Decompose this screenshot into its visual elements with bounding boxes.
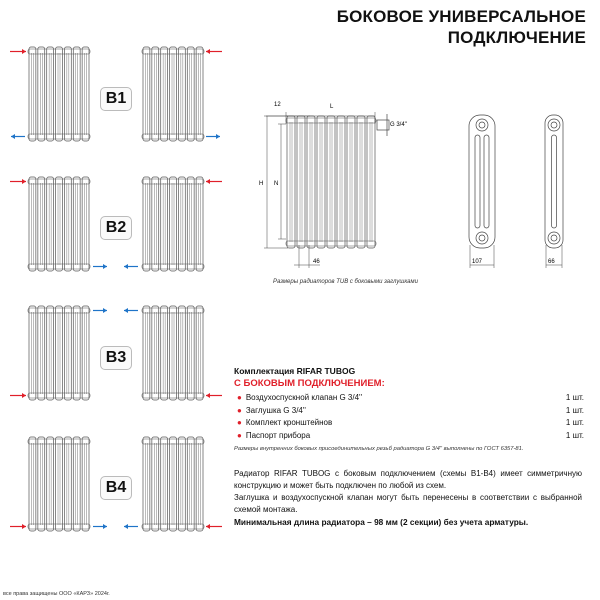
flow-arrow-icon [93,524,107,529]
radiator-icon [142,177,204,271]
dim-h: H [259,181,264,187]
bullet-icon: ● [237,418,242,427]
flow-arrow-icon [10,49,26,54]
kit-note: Размеры внутренних боковых присоединительных резьб радиатора G 3/4'' выполнены по ГОСТ 6357-81. [234,446,524,452]
description: Радиатор RIFAR TUBOG с боковым подключением (схемы В1-В4) имеет симметричную конструкцию и может быть подключен по любой из схем. Заглушка и воздухоспускной клапан могут быть перенесены в соответствии с выбранной схемой монтажа. Минимальная длина радиатора – 98 мм (2 секции) без учета арматуры. [234,469,582,527]
dim-46: 46 [313,259,320,265]
dim-107: 107 [472,259,483,265]
scheme-label-b3: B3 [100,346,132,370]
thread-size: G 3/4'' [390,122,407,128]
flow-arrow-icon [206,524,222,529]
flow-arrow-icon [10,393,26,398]
flow-arrow-icon [124,264,138,269]
bullet-icon: ● [237,405,242,415]
bullet-icon: ● [237,393,242,402]
side-view-107 [469,115,495,248]
side-view-66 [545,115,563,248]
scheme-label-b2: B2 [100,216,132,240]
scheme-label-b4: B4 [100,476,132,500]
kit-item: ● Воздухоспускной клапан G 3/4'' 1 шт. [237,393,584,402]
radiator-icon [28,177,90,271]
flow-arrow-icon [93,308,107,313]
flow-arrow-icon [124,308,138,313]
bullet-icon: ● [237,430,242,440]
flow-arrow-icon [93,264,107,269]
flow-arrow-icon [10,524,26,529]
flow-arrow-icon [206,393,222,398]
dim-12: 12 [274,102,281,108]
page-title: БОКОВОЕ УНИВЕРСАЛЬНОЕ ПОДКЛЮЧЕНИЕ [336,7,586,47]
flow-arrow-icon [206,179,222,184]
front-view [286,116,376,248]
dimension-drawing [250,90,600,280]
kit-item: ● Заглушка G 3/4'' 1 шт. [237,405,584,415]
kit-subheading: С БОКОВЫМ ПОДКЛЮЧЕНИЕМ: [234,378,385,389]
kit-heading: Комплектация RIFAR TUBOG [234,366,356,376]
kit-section [234,366,584,452]
flow-arrow-icon [206,134,220,139]
radiator-icon [28,306,90,400]
flow-arrow-icon [206,49,222,54]
radiator-icon [142,437,204,531]
kit-item: ● Паспорт прибора 1 шт. [237,430,584,440]
drawing-caption: Размеры радиаторов TUB с боковыми заглушками [273,279,418,285]
radiator-icon [142,47,204,141]
scheme-label-b1: B1 [100,87,132,111]
copyright: все права защищены ООО «КАРЗ» 2024г. [3,591,110,597]
kit-item: ● Комплект кронштейнов 1 шт. [237,418,584,427]
radiator-icon [28,437,90,531]
flow-arrow-icon [10,179,26,184]
flow-arrow-icon [124,524,138,529]
thread-connector [377,114,389,136]
radiator-icon [28,47,90,141]
dim-l: L [330,104,334,110]
flow-arrow-icon [11,134,25,139]
radiator-icon [142,306,204,400]
dim-66: 66 [548,259,555,265]
dim-n: N [274,181,279,187]
